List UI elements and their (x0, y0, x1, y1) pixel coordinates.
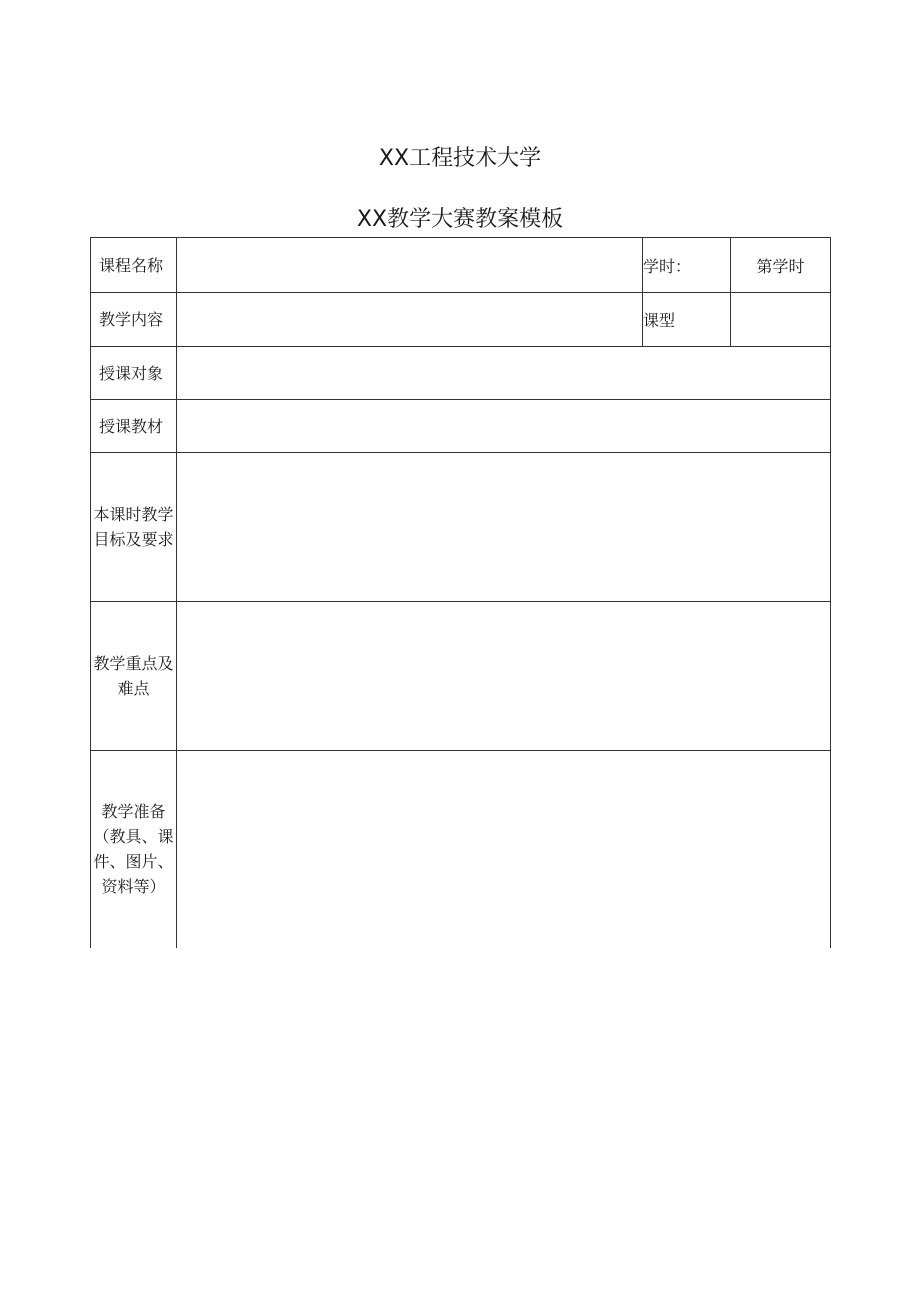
course-name-field[interactable] (177, 238, 643, 293)
audience-label: 授课对象 (91, 347, 177, 400)
lesson-plan-form (90, 237, 831, 948)
objectives-label-cell (91, 453, 177, 602)
key-points-label-cell (91, 602, 177, 751)
objectives-label: 本课时教学目标及要求 (93, 505, 174, 549)
textbook-label: 授课教材 (91, 400, 177, 453)
document-title: XX工程技术大学 (378, 146, 542, 171)
row-audience (91, 347, 831, 400)
row-preparation (91, 751, 831, 948)
class-hours-label: 学时： (643, 238, 731, 293)
teaching-content-field[interactable] (177, 293, 643, 347)
preparation-label-cell (91, 751, 177, 948)
row-key-points (91, 602, 831, 751)
audience-field[interactable] (177, 347, 831, 400)
key-points-label: 教学重点及难点 (93, 654, 174, 698)
class-hours-field[interactable]: 第学时 (731, 238, 831, 293)
template-title: XX教学大赛教案模板 (356, 207, 564, 232)
row-objectives (91, 453, 831, 602)
row-teaching-content (91, 293, 831, 347)
key-points-field[interactable] (177, 602, 831, 751)
teaching-content-label: 教学内容 (91, 293, 177, 347)
lesson-type-field[interactable] (731, 293, 831, 347)
preparation-field[interactable] (177, 751, 831, 948)
objectives-field[interactable] (177, 453, 831, 602)
row-course-name (91, 238, 831, 293)
textbook-field[interactable] (177, 400, 831, 453)
lesson-type-label: 课型 (643, 293, 731, 347)
row-textbook (91, 400, 831, 453)
preparation-label: 教学准备（教具、课件、图片、资料等） (93, 802, 174, 897)
course-name-label: 课程名称 (91, 238, 177, 293)
